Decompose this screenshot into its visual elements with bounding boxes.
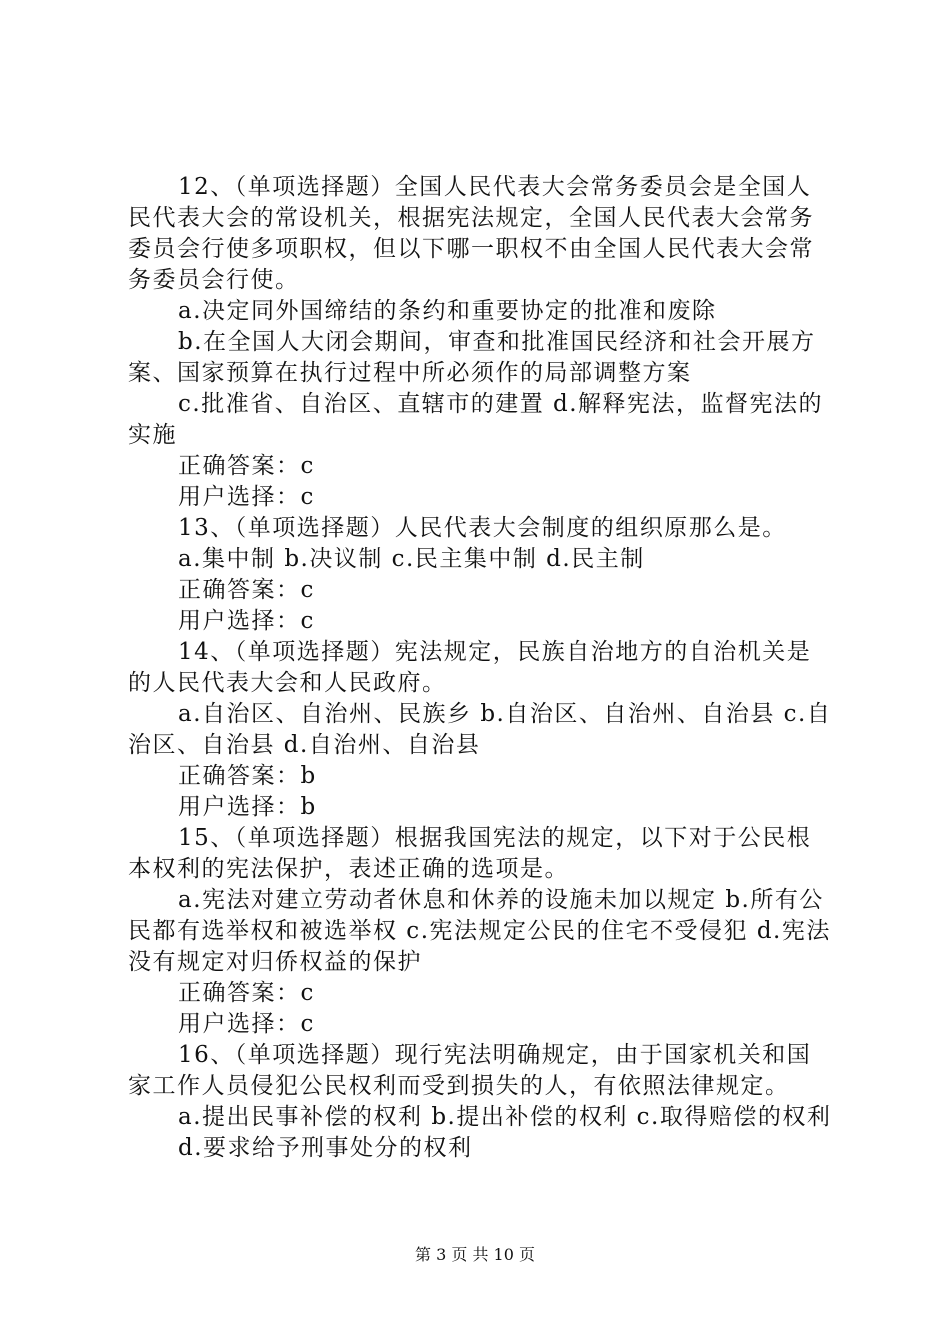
question-12-option-a: a.决定同外国缔结的条约和重要协定的批准和废除 xyxy=(178,298,717,324)
question-12-stem: 12、（单项选择题）全国人民代表大会常务委员会是全国人民代表大会的常设机关，根据宪法规定，全国人民代表大会常务委员会行使多项职权，但以下哪一职权不由全国人民代表大会常务委员会行使。 xyxy=(128,174,814,293)
document-body xyxy=(128,172,834,1164)
question-12-option-b: b.在全国人大闭会期间，审查和批准国民经济和社会开展方案、国家预算在执行过程中所必须作的局部调整方案 xyxy=(128,329,816,386)
question-13-user-choice: 用户选择：c xyxy=(178,608,315,634)
question-14-stem: 14、（单项选择题）宪法规定，民族自治地方的自治机关是的人民代表大会和人民政府。 xyxy=(128,639,812,696)
question-13-correct-answer: 正确答案：c xyxy=(178,577,315,603)
question-14-options: a.自治区、自治州、民族乡 b.自治区、自治州、自治县 c.自治区、自治县 d.自治州、自治县 xyxy=(128,701,832,758)
question-15-correct-answer: 正确答案：c xyxy=(178,980,315,1006)
question-12-correct-answer: 正确答案：c xyxy=(178,453,315,479)
question-14-correct-answer: 正确答案：b xyxy=(178,763,317,789)
question-16-stem: 16、（单项选择题）现行宪法明确规定，由于国家机关和国家工作人员侵犯公民权利而受到损失的人，有依照法律规定。 xyxy=(128,1042,812,1099)
question-15-user-choice: 用户选择：c xyxy=(178,1011,315,1037)
question-12-user-choice: 用户选择：c xyxy=(178,484,315,510)
question-15-options: a.宪法对建立劳动者休息和休养的设施未加以规定 b.所有公民都有选举权和被选举权 c.宪法规定公民的住宅不受侵犯 d.宪法没有规定对归侨权益的保护 xyxy=(128,887,831,975)
question-14-user-choice: 用户选择：b xyxy=(178,794,317,820)
question-15-stem: 15、（单项选择题）根据我国宪法的规定，以下对于公民根本权利的宪法保护，表述正确的选项是。 xyxy=(128,825,812,882)
question-13-options: a.集中制 b.决议制 c.民主集中制 d.民主制 xyxy=(178,546,645,572)
question-12-options-c-d: c.批准省、自治区、直辖市的建置 d.解释宪法，监督宪法的实施 xyxy=(128,391,824,448)
question-13-stem: 13、（单项选择题）人民代表大会制度的组织原那么是。 xyxy=(178,515,787,541)
question-16-option-d: d.要求给予刑事处分的权利 xyxy=(178,1135,473,1161)
question-16-options-a-c: a.提出民事补偿的权利 b.提出补偿的权利 c.取得赔偿的权利 xyxy=(178,1104,832,1130)
page-footer: 第 3 页 共 10 页 xyxy=(415,1245,535,1264)
